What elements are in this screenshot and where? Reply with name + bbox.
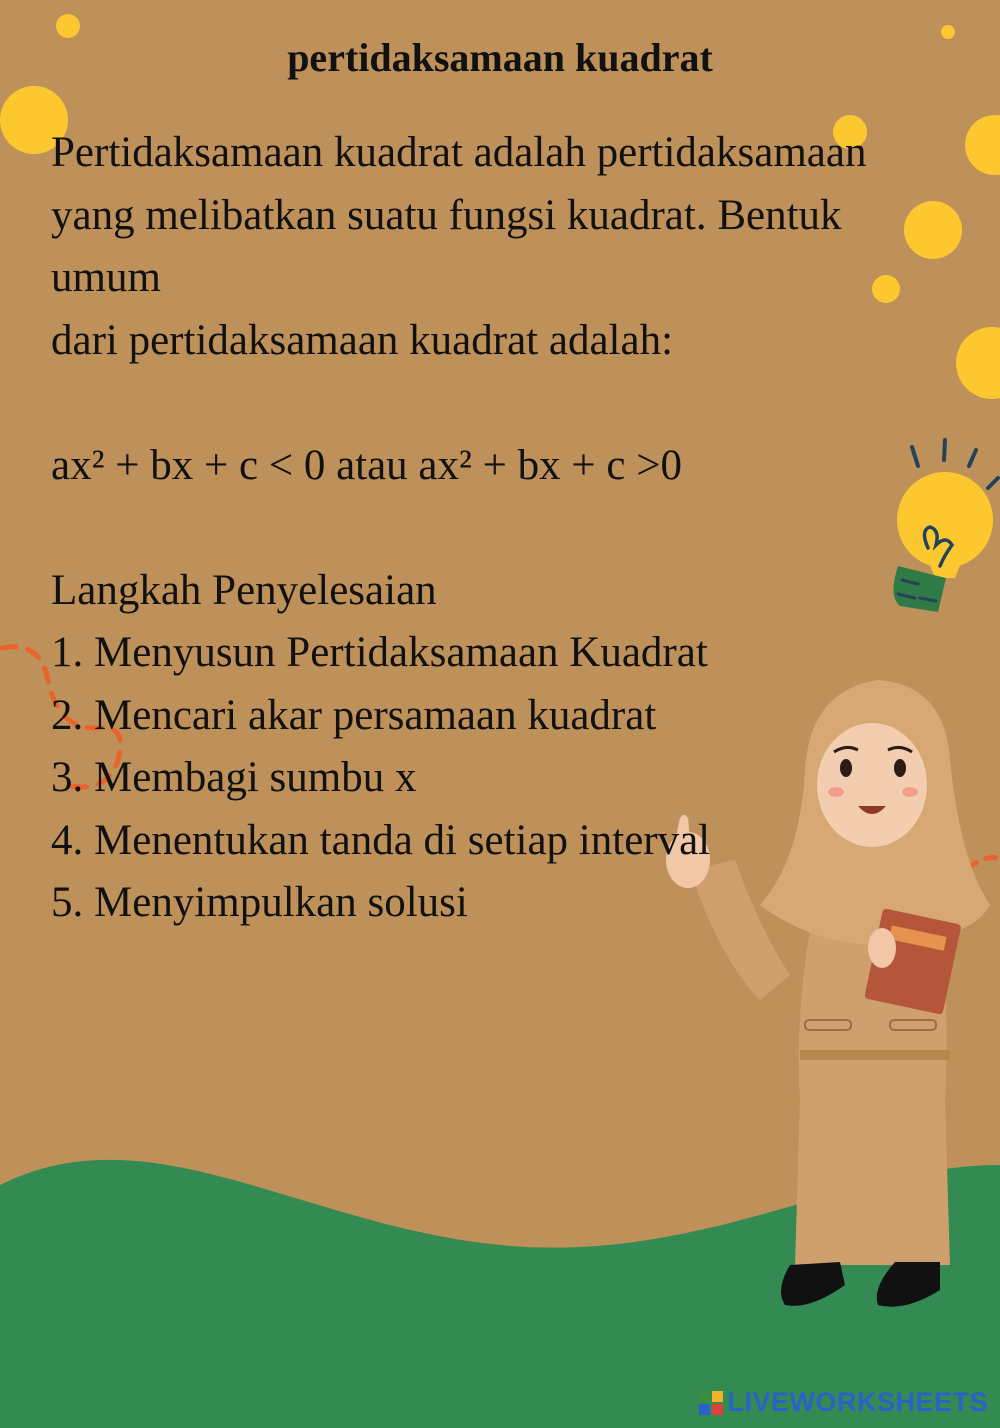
step-item: 5. Menyimpulkan solusi <box>51 879 468 926</box>
step-item: 3. Membagi sumbu x <box>51 754 417 801</box>
definition-line: umum <box>51 254 161 301</box>
liveworksheets-logo-icon <box>699 1391 723 1415</box>
step-item: 4. Menentukan tanda di setiap interval <box>51 816 711 864</box>
worksheet-title: pertidaksamaan kuadrat <box>287 35 713 80</box>
liveworksheets-watermark <box>699 1387 988 1418</box>
definition-line: Pertidaksamaan kuadrat adalah pertidaksamaan <box>51 129 867 176</box>
definition-line: dari pertidaksamaan kuadrat adalah: <box>51 316 674 364</box>
quadratic-inequality-formula: ax² + bx + c < 0 atau ax² + bx + c >0 <box>51 441 682 489</box>
steps-heading: Langkah Penyelesaian <box>51 566 437 614</box>
spacer <box>51 497 996 560</box>
step-item: 1. Menyusun Pertidaksamaan Kuadrat <box>51 629 708 676</box>
step-item: 2. Mencari akar persamaan kuadrat <box>51 691 657 739</box>
spacer <box>51 372 996 435</box>
watermark-text: LIVEWORKSHEETS <box>727 1387 988 1417</box>
definition-line: yang melibatkan suatu fungsi kuadrat. Bentuk <box>51 191 842 239</box>
worksheet-body <box>51 122 996 935</box>
